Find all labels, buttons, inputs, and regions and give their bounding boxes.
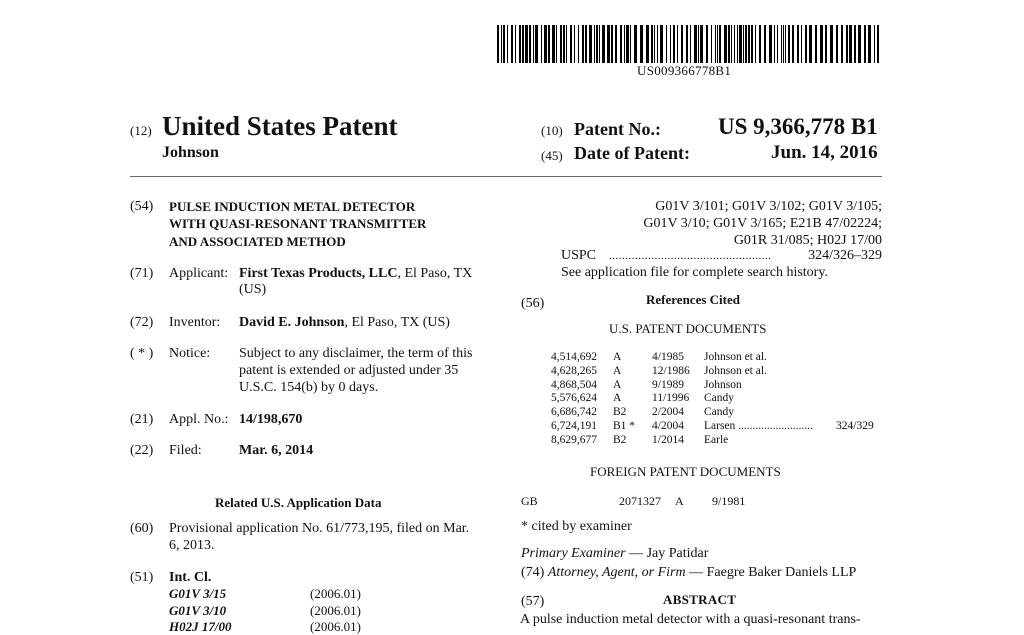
barcode-bar — [596, 25, 598, 63]
barcode-bar — [507, 25, 508, 63]
barcode-bar — [525, 25, 528, 63]
applicant-value — [239, 266, 472, 282]
barcode-bar — [717, 25, 718, 63]
barcode-bar — [515, 25, 516, 63]
barcode-bar — [541, 25, 542, 63]
ref-date: 4/2004 — [652, 420, 684, 432]
barcode-bar — [548, 25, 550, 63]
notice-line: Subject to any disclaimer, the term of this — [239, 346, 473, 361]
barcode-bar — [654, 25, 655, 63]
barcode-bar — [694, 25, 697, 63]
ref-kind: A — [613, 364, 622, 377]
provisional-line: 6, 2013. — [169, 538, 215, 553]
barcode-bar — [711, 25, 712, 63]
ref-kind: B1 * — [613, 420, 636, 432]
provisional-line: Provisional application No. 61/773,195, filed on Mar. — [169, 521, 470, 536]
intcl-year: (2006.01) — [310, 586, 361, 601]
ref-row — [551, 434, 882, 447]
barcode-bar — [830, 25, 833, 63]
invention-title-line: PULSE INDUCTION METAL DETECTOR — [169, 199, 416, 214]
barcode-bar — [728, 25, 730, 63]
barcode-bar — [585, 25, 587, 63]
ref-name: Johnson et al. — [704, 351, 767, 363]
barcode-bar — [788, 25, 790, 63]
barcode-bar — [657, 25, 658, 63]
intcl-code: (51) — [130, 570, 154, 585]
patent-no-value: US 9,366,778 B1 — [718, 114, 878, 139]
barcode-bar — [868, 25, 871, 63]
ref-kind: A — [613, 351, 622, 363]
search-history-note: See application file for complete search history. — [561, 265, 828, 280]
invention-title-line: AND ASSOCIATED METHOD — [169, 234, 346, 249]
uspc-label: USPC — [561, 248, 597, 263]
barcode-bar — [651, 25, 653, 63]
appl-code: (21) — [130, 412, 154, 427]
barcode-bar — [574, 25, 575, 63]
ref-class: 324/329 — [836, 420, 874, 432]
examiner-label: Primary Examiner — [521, 546, 626, 561]
barcode-bar — [602, 25, 605, 63]
foreign-date: 9/1981 — [712, 494, 746, 508]
field-of-search-line: G01R 31/085; H02J 17/00 — [733, 233, 882, 248]
barcode-bar — [519, 25, 521, 63]
barcode-bar — [825, 25, 827, 63]
ref-name: Larsen .......................... — [704, 420, 813, 432]
barcode-bar — [501, 25, 502, 63]
abstract-text: A pulse induction metal detector with a quasi-resonant trans- — [520, 612, 861, 627]
ref-row — [551, 392, 882, 405]
barcode-bar — [841, 25, 843, 63]
ref-number: 6,686,742 — [551, 406, 597, 419]
barcode-bar — [589, 25, 592, 63]
barcode-bar — [690, 25, 691, 63]
ref-number: 4,628,265 — [551, 364, 597, 377]
inventor-value — [239, 315, 450, 331]
barcode-bar — [533, 25, 534, 63]
barcode-bar — [660, 25, 663, 63]
barcode-bar — [739, 25, 742, 63]
ref-name: Earle — [704, 433, 729, 446]
intcl-class: G01V 3/15 — [169, 586, 227, 601]
attorney — [521, 565, 856, 581]
intcl-class: G01V 3/10 — [169, 603, 227, 618]
barcode-bar — [783, 25, 784, 63]
barcode-number: US009366778B1 — [637, 63, 732, 78]
ref-date: 1/2014 — [652, 433, 684, 446]
barcode-bar — [846, 25, 848, 63]
attorney-name: — Faegre Baker Daniels LLP — [689, 565, 857, 580]
foreign-number: 2071327 — [619, 494, 661, 508]
barcode-bar — [734, 25, 735, 63]
barcode-bar — [854, 25, 856, 63]
barcode-bar — [552, 25, 555, 63]
barcode-bar — [849, 25, 852, 63]
barcode-bar — [681, 25, 683, 63]
primary-examiner — [521, 546, 708, 562]
barcode-bar — [634, 25, 637, 63]
foreign-country: GB — [521, 494, 538, 508]
intcl-label: Int. Cl. — [169, 570, 212, 585]
barcode-bar — [777, 25, 778, 63]
barcode-bar — [497, 25, 499, 63]
barcode-bar — [615, 25, 617, 63]
barcode-bar — [724, 25, 727, 63]
us-docs-heading: U.S. PATENT DOCUMENTS — [609, 321, 767, 336]
barcode-bar — [781, 25, 782, 63]
barcode-bar — [809, 25, 812, 63]
barcode-bar — [858, 25, 861, 63]
barcode-bar — [751, 25, 753, 63]
ref-number: 8,629,677 — [551, 433, 597, 446]
ref-kind: B2 — [613, 433, 627, 446]
ref-kind: A — [613, 392, 622, 405]
barcode-bar — [836, 25, 838, 63]
barcode-bar — [611, 25, 613, 63]
barcode-bar — [764, 25, 766, 63]
barcode-bar — [563, 25, 565, 63]
ref-number: 4,868,504 — [551, 378, 597, 391]
barcode-bar — [686, 25, 688, 63]
barcode-bar — [877, 25, 879, 63]
barcode-bar — [570, 25, 572, 63]
barcode-bar — [640, 25, 643, 63]
filed-label: Filed: — [169, 443, 202, 458]
barcode-bar — [560, 25, 562, 63]
inventor-name: David E. Johnson — [239, 315, 345, 330]
inventor-location: , El Paso, TX (US) — [344, 315, 450, 330]
barcode-bar — [677, 25, 678, 63]
attorney-label: Attorney, Agent, or Firm — [547, 565, 686, 580]
barcode-bar — [715, 25, 716, 63]
ref-date: 4/1985 — [652, 351, 684, 363]
ref-date: 12/1986 — [652, 364, 690, 377]
applicant-code: (71) — [130, 266, 154, 281]
ref-row — [551, 406, 882, 419]
refs-heading: References Cited — [646, 292, 740, 307]
uspc-leader: .................................................. — [609, 250, 772, 262]
intcl-year: (2006.01) — [310, 603, 361, 618]
barcode-bar — [759, 25, 761, 63]
barcode-bar — [503, 25, 505, 63]
barcode-bar — [769, 25, 772, 63]
intcl-class: H02J 17/00 — [169, 619, 232, 634]
patent-no-code: (10) — [541, 123, 563, 138]
ref-number: 6,724,191 — [551, 420, 597, 432]
barcode-bar — [630, 25, 631, 63]
barcode-bar — [748, 25, 750, 63]
barcode-bar — [626, 25, 629, 63]
ref-date: 11/1996 — [652, 392, 690, 405]
barcode-bar — [620, 25, 622, 63]
barcode-bar — [700, 25, 703, 63]
appl-value: 14/198,670 — [239, 412, 303, 427]
barcode-bar — [706, 25, 708, 63]
examiner-name: — Jay Patidar — [629, 546, 709, 561]
ref-row — [551, 379, 882, 392]
barcode-bar — [594, 25, 595, 63]
uspc-value: 324/326–329 — [808, 248, 882, 263]
filed-code: (22) — [130, 443, 154, 458]
barcode-bar — [535, 25, 538, 63]
attorney-code: (74) — [521, 565, 545, 580]
barcode-bar — [731, 25, 732, 63]
barcode-bar — [673, 25, 675, 63]
ref-kind: A — [613, 378, 622, 391]
date-value: Jun. 14, 2016 — [771, 142, 878, 163]
barcode-bar — [666, 25, 667, 63]
notice-label: Notice: — [169, 346, 211, 361]
barcode-bar — [599, 25, 600, 63]
ref-date: 2/2004 — [652, 406, 684, 419]
barcode-bar — [511, 25, 513, 63]
barcode-bar — [874, 25, 875, 63]
ref-name: Johnson et al. — [704, 364, 767, 377]
barcode-bar — [737, 25, 738, 63]
barcode-bar — [566, 25, 567, 63]
barcode-bar — [624, 25, 625, 63]
header-divider — [130, 176, 882, 177]
ref-row — [551, 351, 882, 364]
ref-number: 5,576,624 — [551, 392, 597, 405]
intcl-year: (2006.01) — [310, 619, 361, 634]
foreign-kind: A — [675, 494, 684, 508]
applicant-location: , El Paso, TX — [397, 266, 473, 281]
ref-date: 9/1989 — [652, 378, 684, 391]
ref-name: Johnson — [704, 378, 742, 391]
inventor-label: Inventor: — [169, 315, 221, 330]
barcode-bar — [522, 25, 524, 63]
applicant-country: (US) — [239, 282, 267, 297]
barcode-bar — [556, 25, 557, 63]
notice-line: U.S.C. 154(b) by 0 days. — [239, 380, 379, 395]
ref-number: 4,514,692 — [551, 351, 597, 363]
abstract-code: (57) — [521, 594, 545, 609]
date-code: (45) — [541, 148, 563, 163]
barcode-bar — [719, 25, 721, 63]
ref-kind: B2 — [613, 406, 627, 419]
appl-label: Appl. No.: — [169, 412, 229, 427]
barcode-bar — [805, 25, 807, 63]
field-of-search-line: G01V 3/101; G01V 3/102; G01V 3/105; — [655, 199, 882, 214]
applicant-label: Applicant: — [169, 266, 229, 281]
barcode-bar — [792, 25, 794, 63]
barcode-bar — [797, 25, 799, 63]
provisional-code: (60) — [130, 521, 154, 536]
ref-row — [551, 365, 882, 378]
applicant-name: First Texas Products, LLC — [239, 266, 398, 281]
notice-code: ( * ) — [130, 346, 154, 361]
barcode-bar — [578, 25, 579, 63]
abstract-heading: ABSTRACT — [663, 592, 737, 607]
barcode-bar — [745, 25, 747, 63]
kind-code: (12) — [130, 123, 152, 138]
ref-row — [551, 420, 882, 433]
patent-no-label: Patent No.: — [574, 119, 661, 139]
barcode-bar — [698, 25, 699, 63]
barcode-bar — [864, 25, 866, 63]
barcode-bar — [743, 25, 744, 63]
barcode-bar — [607, 25, 610, 63]
notice-line: patent is extended or adjusted under 35 — [239, 363, 459, 378]
refs-code: (56) — [521, 296, 545, 311]
filed-value: Mar. 6, 2014 — [239, 443, 314, 458]
barcode-bar — [774, 25, 775, 63]
inventor-surname: Johnson — [162, 144, 219, 161]
invention-title-line: WITH QUASI-RESONANT TRANSMITTER — [169, 216, 427, 231]
inventor-code: (72) — [130, 315, 154, 330]
title-code: (54) — [130, 199, 154, 214]
barcode-bar — [529, 25, 531, 63]
date-label: Date of Patent: — [574, 143, 690, 163]
barcode-bar — [815, 25, 817, 63]
barcode-bar — [544, 25, 547, 63]
barcode-bar — [582, 25, 584, 63]
barcode-bar — [801, 25, 802, 63]
barcode-bar — [755, 25, 756, 63]
barcode-bar — [820, 25, 823, 63]
patent-barcode — [497, 25, 881, 63]
barcode-bar — [785, 25, 786, 63]
field-of-search-line: G01V 3/10; G01V 3/165; E21B 47/02224; — [643, 216, 882, 231]
barcode-bar — [670, 25, 671, 63]
ref-name: Candy — [704, 392, 735, 405]
ref-name: Candy — [704, 406, 735, 419]
patent-title: United States Patent — [162, 111, 398, 141]
foreign-docs-heading: FOREIGN PATENT DOCUMENTS — [590, 464, 781, 479]
barcode-bar — [646, 25, 649, 63]
related-heading: Related U.S. Application Data — [215, 495, 382, 510]
cited-by-examiner-note: * cited by examiner — [521, 519, 632, 534]
